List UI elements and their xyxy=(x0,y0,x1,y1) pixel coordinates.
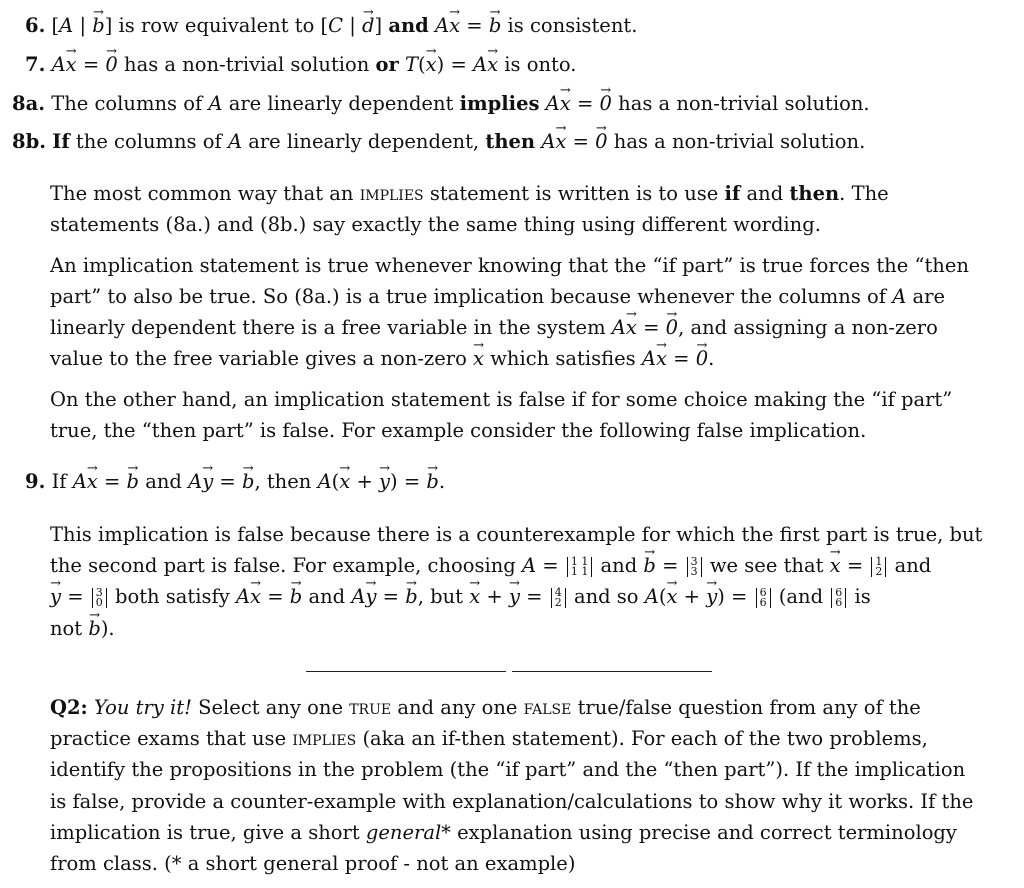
statement-number: 9. xyxy=(25,470,46,493)
q2-line-4 xyxy=(50,790,973,814)
paragraph-1-line-2 xyxy=(50,213,821,237)
vector-result-2: 6 6 xyxy=(831,588,846,608)
text: true, the “then part” is false. For example consider the following false implication. xyxy=(50,419,867,442)
text: and xyxy=(894,554,932,577)
text: and xyxy=(600,554,638,577)
text: , then xyxy=(254,470,312,493)
text: identify the propositions in the problem (the “if part” and the “then part”). If the implication xyxy=(50,758,966,781)
statement-8a: 8a. The columns of A are linearly dependent implies A→ x = → 0 has a non-trivial solution. xyxy=(12,92,870,116)
statement-text: are linearly dependent xyxy=(228,92,454,115)
text: statement is written is to use xyxy=(429,182,719,205)
text: , but xyxy=(417,585,463,608)
statement-number: 6. xyxy=(25,14,46,37)
paragraph-2-line-3: linearly dependent there is a free variable in the system A→ x = → 0, and assigning a non-zero xyxy=(50,316,938,340)
statement-8b: 8b. If the columns of A are linearly dependent, then A→ x = → 0 has a non-trivial solution. xyxy=(12,130,865,154)
statement-text: is row equivalent to xyxy=(118,14,315,37)
separator-rule-left xyxy=(306,671,506,672)
text: If xyxy=(51,470,67,493)
paragraph-1-line-1 xyxy=(50,182,889,206)
text: and so xyxy=(573,585,639,608)
text: and xyxy=(308,585,346,608)
q2-line-5 xyxy=(50,821,957,845)
text: which satisfies xyxy=(490,347,636,370)
statement-text: has a non-trivial solution. xyxy=(618,92,870,115)
keyword-or: or xyxy=(375,53,399,76)
paragraph-3-line-1 xyxy=(50,388,952,412)
statement-number: 7. xyxy=(25,53,46,76)
paragraph-2-line-4: value to the free variable gives a non-zero → x which satisfies A→ x = → 0. xyxy=(50,347,714,371)
q2-line-2 xyxy=(50,727,928,751)
keyword-false: false xyxy=(523,696,572,719)
statement-text: is onto. xyxy=(504,53,577,76)
paragraph-4-line-2: the second part is false. For example, choosing A = 1 1 1 1 and → b = 3 3 we see that → x = 1 2 and xyxy=(50,554,931,578)
text: we see that xyxy=(709,554,824,577)
text: explanation using precise and correct terminology xyxy=(457,821,957,844)
keyword-if: if xyxy=(724,182,741,205)
text: linearly dependent there is a free variable in the system xyxy=(50,316,606,339)
text: and any one xyxy=(397,696,518,719)
paragraph-4-line-1 xyxy=(50,523,982,547)
statement-text: has a non-trivial solution. xyxy=(613,130,866,153)
keyword-general: general* xyxy=(365,821,451,844)
statement-text: The columns of xyxy=(51,92,203,115)
q2-line-6 xyxy=(50,852,575,876)
matrix-A: 1 1 1 1 xyxy=(567,557,593,577)
question-label: Q2: xyxy=(50,696,88,719)
statement-9: 9. If A→ x = → b and A→ y = → b, then A(→ x + → y) = → b. xyxy=(25,470,445,494)
text: is false, provide a counter-example with explanation/calculations to show why it works. If the xyxy=(50,790,974,813)
keyword-then: then xyxy=(485,130,536,153)
paragraph-4-line-3: → y = 3 0 both satisfy A→ x = → b and A→ y = → b, but → x + → y = 4 2 and so A(→ x + → y) = 6 6 (and 6 6 is xyxy=(50,585,871,609)
text: This implication is false because there is a counterexample for which the first part is true, but xyxy=(50,523,983,546)
statement-6: 6. [A | → b] is row equivalent to [C | → d] and A→ x = → b is consistent. xyxy=(25,14,637,38)
text: , and assigning a non-zero xyxy=(678,316,938,339)
paragraph-3-line-2 xyxy=(50,419,866,443)
text: are xyxy=(912,285,945,308)
statement-text: are linearly dependent, xyxy=(248,130,480,153)
vector-b: 3 3 xyxy=(687,557,702,577)
text: . The xyxy=(839,182,889,205)
separator-rule-right xyxy=(512,671,712,672)
text: statements (8a.) and (8b.) say exactly the same thing using different wording. xyxy=(50,213,821,236)
statement-number: 8b. xyxy=(12,130,46,153)
q2-line-1 xyxy=(50,696,921,720)
vector-y: 3 0 xyxy=(92,588,107,608)
text: implication is true, give a short xyxy=(50,821,360,844)
vector-x: 1 2 xyxy=(871,557,886,577)
q2-line-3 xyxy=(50,758,965,782)
keyword-then: then xyxy=(789,182,840,205)
text: both satisfy xyxy=(114,585,230,608)
vector-x-plus-y: 4 2 xyxy=(551,588,566,608)
vector-result: 6 6 xyxy=(756,588,771,608)
text: part” to also be true. So (8a.) is a true implication because whenever the columns of xyxy=(50,285,886,308)
keyword-if: If xyxy=(52,130,70,153)
statement-number: 8a. xyxy=(12,92,45,115)
text: You try it! xyxy=(93,696,192,719)
paragraph-2-line-2: part” to also be true. So (8a.) is a true implication because whenever the columns of A are xyxy=(50,285,945,308)
text: from class. (* a short general proof - not an example) xyxy=(50,852,576,875)
keyword-and: and xyxy=(388,14,429,37)
paragraph-4-line-4: not → b). xyxy=(50,617,115,641)
text: true/false question from any of the xyxy=(577,696,921,719)
statement-text: has a non-trivial solution xyxy=(124,53,370,76)
text: An implication statement is true whenever knowing that the “if part” is true forces the “then xyxy=(50,254,969,277)
keyword-implies: implies xyxy=(292,727,357,750)
keyword-implies: implies xyxy=(359,182,424,205)
text: and xyxy=(145,470,182,493)
text: the second part is false. For example, choosing xyxy=(50,554,516,577)
text: On the other hand, an implication statement is false if for some choice making the “if part” xyxy=(50,388,953,411)
text: not xyxy=(50,617,83,640)
keyword-implies: implies xyxy=(459,92,540,115)
paragraph-2-line-1 xyxy=(50,254,969,278)
text: is xyxy=(854,585,871,608)
text: practice exams that use xyxy=(50,727,287,750)
statement-7: 7. A→ x = → 0 has a non-trivial solution or T(→ x) = A→ x is onto. xyxy=(25,53,576,77)
text: The most common way that an xyxy=(50,182,354,205)
keyword-true: true xyxy=(349,696,392,719)
text: (aka an if-then statement). For each of the two problems, xyxy=(362,727,928,750)
text: Select any one xyxy=(198,696,344,719)
text: and xyxy=(746,182,784,205)
text: (and xyxy=(778,585,824,608)
statement-text: the columns of xyxy=(75,130,222,153)
text: value to the free variable gives a non-zero xyxy=(50,347,467,370)
statement-text: is consistent. xyxy=(507,14,638,37)
